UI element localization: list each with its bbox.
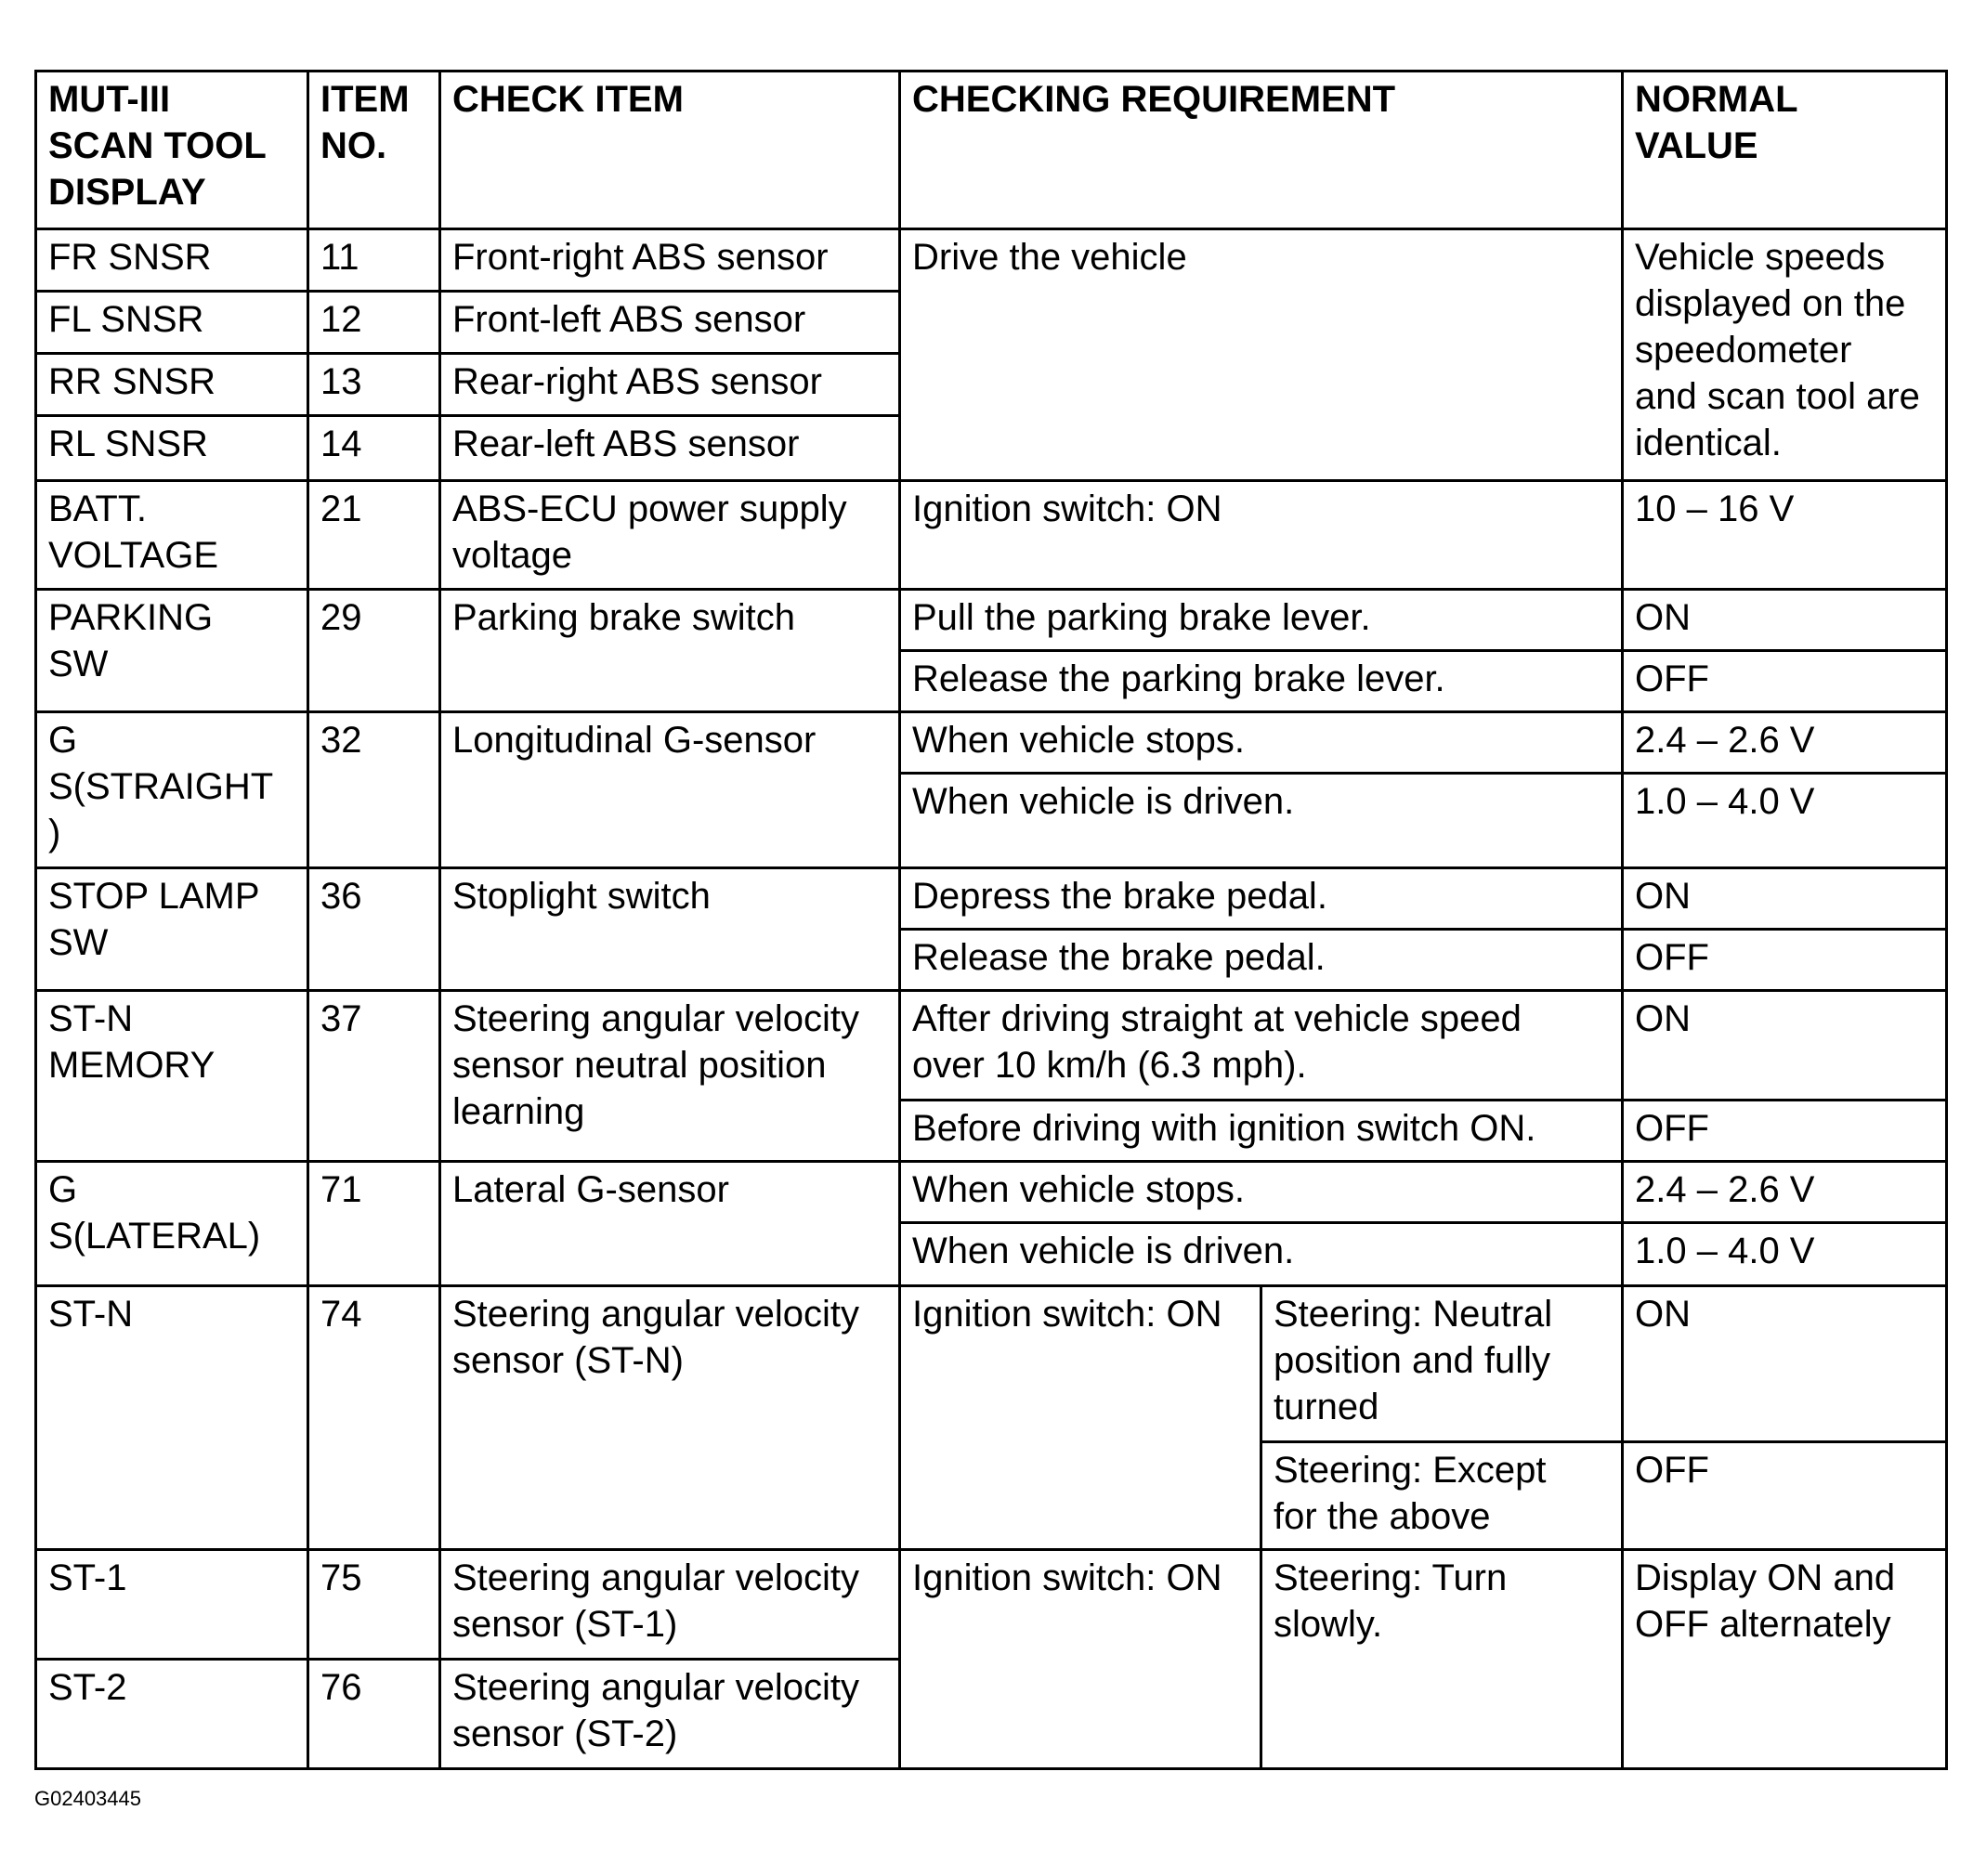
table-row [36, 1550, 1947, 1660]
cell-normal-value: 2.4 – 2.6 V [1623, 1162, 1947, 1223]
cell-normal-value: Vehicle speeds displayed on the speedometer and scan tool are identical. [1623, 229, 1947, 481]
cell-normal-value: OFF [1623, 1101, 1947, 1162]
cell-check-item: Stoplight switch [440, 868, 900, 991]
cell-requirement: Release the parking brake lever. [900, 651, 1623, 712]
cell-requirement: Ignition switch: ON [900, 1550, 1261, 1769]
cell-check-item: Longitudinal G-sensor [440, 712, 900, 868]
cell-normal-value: OFF [1623, 1442, 1947, 1550]
cell-requirement: Depress the brake pedal. [900, 868, 1623, 930]
header-row [36, 72, 1947, 229]
cell-requirement: Drive the vehicle [900, 229, 1623, 481]
cell-item-no: 21 [308, 481, 440, 590]
cell-check-item: Rear-right ABS sensor [440, 354, 900, 416]
cell-check-item: Steering angular velocity sensor neutral position learning [440, 991, 900, 1162]
cell-item-no: 37 [308, 991, 440, 1162]
cell-requirement: Ignition switch: ON [900, 481, 1623, 590]
cell-condition: Steering: Except for the above [1261, 1442, 1623, 1550]
cell-display: ST-1 [36, 1550, 308, 1660]
cell-item-no: 13 [308, 354, 440, 416]
cell-normal-value: OFF [1623, 930, 1947, 991]
cell-item-no: 36 [308, 868, 440, 991]
cell-check-item: Rear-left ABS sensor [440, 416, 900, 481]
cell-display: FL SNSR [36, 292, 308, 354]
cell-requirement: When vehicle is driven. [900, 1223, 1623, 1286]
header-display: MUT-III SCAN TOOL DISPLAY [36, 72, 308, 229]
table-row [36, 229, 1947, 292]
cell-check-item: Steering angular velocity sensor (ST-N) [440, 1286, 900, 1550]
table-row [36, 1162, 1947, 1223]
cell-item-no: 32 [308, 712, 440, 868]
cell-normal-value: 1.0 – 4.0 V [1623, 1223, 1947, 1286]
cell-normal-value: Display ON and OFF alternately [1623, 1550, 1947, 1769]
cell-check-item: Steering angular velocity sensor (ST-2) [440, 1660, 900, 1769]
cell-item-no: 75 [308, 1550, 440, 1660]
cell-display: RR SNSR [36, 354, 308, 416]
header-normal-value: NORMAL VALUE [1623, 72, 1947, 229]
cell-display: RL SNSR [36, 416, 308, 481]
cell-requirement: Release the brake pedal. [900, 930, 1623, 991]
table-row [36, 868, 1947, 930]
cell-requirement: After driving straight at vehicle speed over 10 km/h (6.3 mph). [900, 991, 1623, 1101]
cell-requirement: Ignition switch: ON [900, 1286, 1261, 1550]
table-row [36, 712, 1947, 774]
table-row [36, 991, 1947, 1101]
cell-display: BATT. VOLTAGE [36, 481, 308, 590]
cell-condition: Steering: Turn slowly. [1261, 1550, 1623, 1769]
cell-requirement: When vehicle is driven. [900, 774, 1623, 868]
cell-display: ST-2 [36, 1660, 308, 1769]
cell-normal-value: ON [1623, 868, 1947, 930]
cell-item-no: 12 [308, 292, 440, 354]
cell-requirement: Pull the parking brake lever. [900, 590, 1623, 651]
cell-normal-value: 1.0 – 4.0 V [1623, 774, 1947, 868]
table-row [36, 481, 1947, 590]
cell-requirement: When vehicle stops. [900, 1162, 1623, 1223]
cell-check-item: Steering angular velocity sensor (ST-1) [440, 1550, 900, 1660]
header-item-no: ITEM NO. [308, 72, 440, 229]
scan-tool-data-table [34, 70, 1948, 1770]
cell-check-item: Lateral G-sensor [440, 1162, 900, 1286]
cell-normal-value: ON [1623, 1286, 1947, 1442]
cell-item-no: 74 [308, 1286, 440, 1550]
cell-normal-value: 10 – 16 V [1623, 481, 1947, 590]
cell-requirement: Before driving with ignition switch ON. [900, 1101, 1623, 1162]
cell-display: PARKING SW [36, 590, 308, 712]
cell-item-no: 76 [308, 1660, 440, 1769]
table-row [36, 590, 1947, 651]
cell-normal-value: ON [1623, 590, 1947, 651]
cell-check-item: ABS-ECU power supply voltage [440, 481, 900, 590]
header-requirement: CHECKING REQUIREMENT [900, 72, 1623, 229]
cell-requirement: When vehicle stops. [900, 712, 1623, 774]
cell-normal-value: OFF [1623, 651, 1947, 712]
cell-condition: Steering: Neutral position and fully turned [1261, 1286, 1623, 1442]
cell-display: ST-N [36, 1286, 308, 1550]
cell-display: ST-N MEMORY [36, 991, 308, 1162]
cell-display: FR SNSR [36, 229, 308, 292]
table-row [36, 1286, 1947, 1442]
cell-item-no: 14 [308, 416, 440, 481]
cell-display: G S(LATERAL) [36, 1162, 308, 1286]
figure-id: G02403445 [34, 1787, 141, 1810]
cell-normal-value: ON [1623, 991, 1947, 1101]
cell-display: STOP LAMP SW [36, 868, 308, 991]
cell-check-item: Parking brake switch [440, 590, 900, 712]
header-check-item: CHECK ITEM [440, 72, 900, 229]
cell-item-no: 29 [308, 590, 440, 712]
cell-normal-value: 2.4 – 2.6 V [1623, 712, 1947, 774]
cell-display: G S(STRAIGHT ) [36, 712, 308, 868]
cell-item-no: 11 [308, 229, 440, 292]
cell-check-item: Front-left ABS sensor [440, 292, 900, 354]
cell-item-no: 71 [308, 1162, 440, 1286]
cell-check-item: Front-right ABS sensor [440, 229, 900, 292]
